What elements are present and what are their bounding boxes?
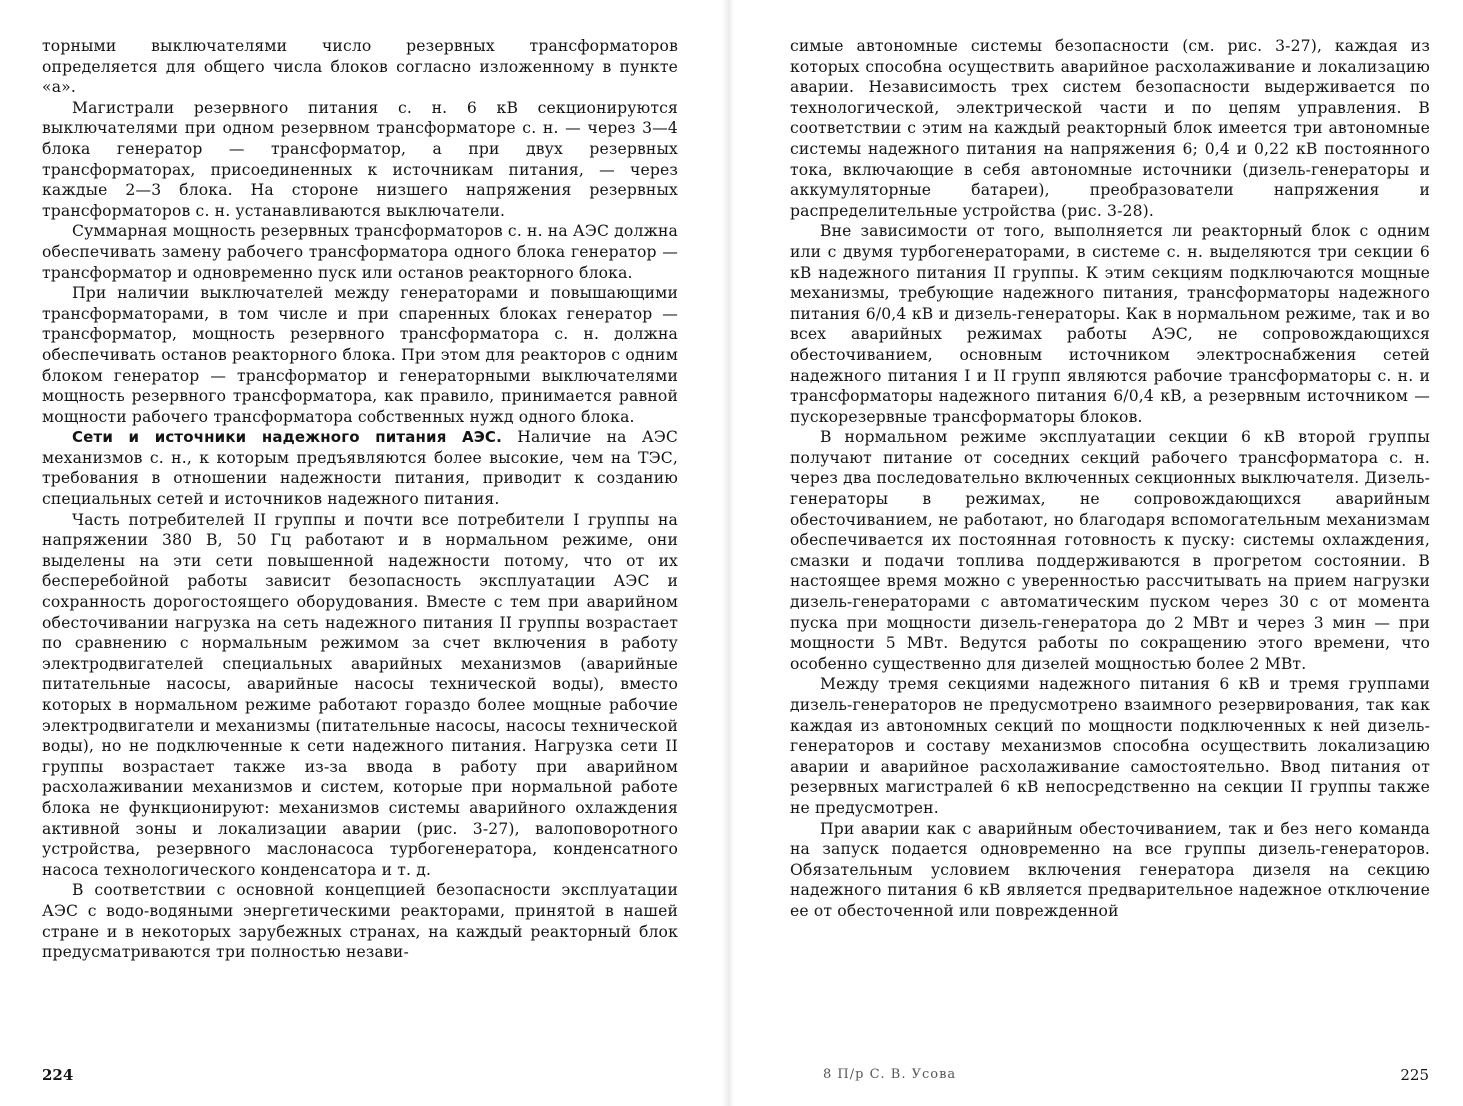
paragraph-text: Наличие на АЭС механизмов с. н., к которым предъявляются более высокие, чем на ТЭС, требования в отношении надежности питания, приводит к созданию специальных сетей и источников надежного питания. (42, 428, 679, 509)
right-paragraph-1 (790, 36, 1430, 221)
paragraph-text: При аварии как с аварийным обесточиванием, так и без него команда на запуск подается одновременно на все группы дизель-генераторов. Обязательным условием включения генератора дизеля на секцию надежного питания 6 кВ является предварительное надежное отключение ее от обесточенной или поврежденной (790, 819, 1430, 920)
right-paragraph-3 (790, 427, 1430, 674)
left-paragraph-4 (42, 283, 678, 427)
paragraph-text: Между тремя секциями надежного питания 6 кВ и тремя группами дизель-генераторов не предусмотрено взаимного резервирования, так как каждая из автономных секций по мощности подключенных к ней дизель-генераторов и составу механизмов способна осуществить локализацию аварии и аварийное расхолаживание самостоятельно. Ввод питания от резервных магистралей 6 кВ непосредственно на секции II группы также не предусмотрен. (790, 675, 1430, 817)
left-page (0, 0, 720, 1106)
paragraph-text: При наличии выключателей между генераторами и повышающими трансформаторами, в том числе и при спаренных блоках генератор — трансформатор, мощность резервного трансформатора с. н. должна обеспечивать останов реакторного блока. При этом для реакторов с одним блоком генератор — трансформатор и генераторными выключателями мощность резервного трансформатора, как правило, принимается равной мощности рабочего трансформатора собственных нужд одного блока. (42, 284, 678, 426)
paragraph-text: В соответствии с основной концепцией безопасности эксплуатации АЭС с водо-водяными энергетическими реакторами, принятой в нашей стране и в некоторых зарубежных странах, на каждый реакторный блок предусматриваются три полностью незави- (42, 881, 678, 962)
paragraph-text: Магистрали резервного питания с. н. 6 кВ секционируются выключателями при одном резервном трансформаторе с. н. — через 3—4 блока генератор — трансформатор, а при двух резервных трансформаторах, присоединенных к источникам питания, — через каждые 2—3 блока. На стороне низшего напряжения резервных трансформаторов с. н. устанавливаются выключатели. (42, 98, 678, 220)
right-paragraph-4 (790, 674, 1430, 818)
right-text-column (790, 36, 1430, 922)
right-page (735, 0, 1463, 1106)
paragraph-text: торными выключателями число резервных трансформаторов определяется для общего числа блоков согласно изложенному в пункте «а». (42, 37, 678, 97)
paragraph-text: симые автономные системы безопасности (см. рис. 3-27), каждая из которых способна осуществить аварийное расхолаживание и локализацию аварии. Независимость трех систем безопасности выдерживается по технологической, электрической части и по цепям управления. В соответствии с этим на каждый реакторный блок имеется три автономные системы надежного питания на напряжения 6; 0,4 и 0,22 кВ постоянного тока, включающие в себя автономные источники (дизель-генераторы и аккумуляторные батареи), преобразователи напряжения и распределительные устройства (рис. 3-28). (790, 37, 1430, 220)
paragraph-text: Суммарная мощность резервных трансформаторов с. н. на АЭС должна обеспечивать замену рабочего трансформатора одного блока генератор — трансформатор и одновременно пуск или останов реакторного блока. (42, 222, 678, 282)
left-paragraph-5 (42, 427, 678, 509)
printer-signature-mark: 8 П/р С. В. Усова (823, 1067, 957, 1082)
right-paragraph-5 (790, 819, 1430, 922)
left-paragraph-6 (42, 510, 678, 881)
paragraph-text: Вне зависимости от того, выполняется ли реакторный блок с одним или с двумя турбогенераторами, в системе с. н. выделяются три секции 6 кВ надежного питания II группы. К этим секциям подключаются мощные механизмы, требующие надежного питания, трансформаторы надежного питания 6/0,4 кВ и дизель-генераторы. Как в нормальном режиме, так и во всех аварийных режимах работы АЭС, не сопровождающихся обесточиванием, основным источником электроснабжения сетей надежного питания I и II групп являются рабочие трансформаторы с. н. и трансформаторы надежного питания 6/0,4 кВ, а резервным источником — пускорезервные трансформаторы блоков. (790, 222, 1430, 426)
paragraph-text: Часть потребителей II группы и почти все потребители I группы на напряжении 380 В, 50 Гц работают и в нормальном режиме, они выделены на эти сети повышенной надежности потому, что от их бесперебойной работы зависит безопасность эксплуатации АЭС и сохранность дорогостоящего оборудования. Вместе с тем при аварийном обесточивании нагрузка на сеть надежного питания II группы возрастает по сравнению с нормальным режимом за счет включения в работу электродвигателей специальных аварийных механизмов (аварийные питательные насосы, аварийные насосы технической воды), вместо которых в нормальном режиме работают гораздо более мощные рабочие электродвигатели и механизмы (питательные насосы, насосы технической воды), но не подключенные к сети надежного питания. Нагрузка сети II группы возрастает также из-за ввода в работу при аварийном расхолаживании механизмов и систем, которые при нормальной работе блока не функционируют: механизмов системы аварийного охлаждения активной зоны и локализации аварии (рис. 3-27), валоповоротного устройства, резервного маслонасоса турбогенератора, конденсатного насоса технологического конденсатора и т. д. (42, 510, 678, 879)
right-paragraph-2 (790, 221, 1430, 427)
left-paragraph-2 (42, 98, 678, 222)
left-paragraph-3 (42, 221, 678, 283)
section-heading: Сети и источники надежного питания АЭС. (72, 428, 502, 447)
page-number: 224 (42, 1066, 74, 1084)
paragraph-text: В нормальном режиме эксплуатации секции 6 кВ второй группы получают питание от соседних секций рабочего трансформатора с. н. через два последовательно включенных секционных выключателя. Дизель-генераторы в режимах, не сопровождающихся аварийным обесточиванием, не работают, но благодаря вспомогательным механизмам обеспечивается их постоянная готовность к пуску: системы охлаждения, смазки и подачи топлива поддерживаются в прогретом состоянии. В настоящее время можно с уверенностью рассчитывать на прием нагрузки дизель-генераторами с автоматическим пуском через 30 с от момента пуска при мощности дизель-генератора до 2 МВт и через 3 мин — при мощности 5 МВт. Ведутся работы по сокращению этого времени, что особенно существенно для дизелей мощностью более 2 МВт. (790, 428, 1430, 673)
book-gutter (722, 0, 734, 1106)
page-number: 225 (1400, 1066, 1429, 1084)
left-text-column (42, 36, 678, 963)
left-paragraph-1 (42, 36, 678, 98)
left-paragraph-7 (42, 880, 678, 962)
